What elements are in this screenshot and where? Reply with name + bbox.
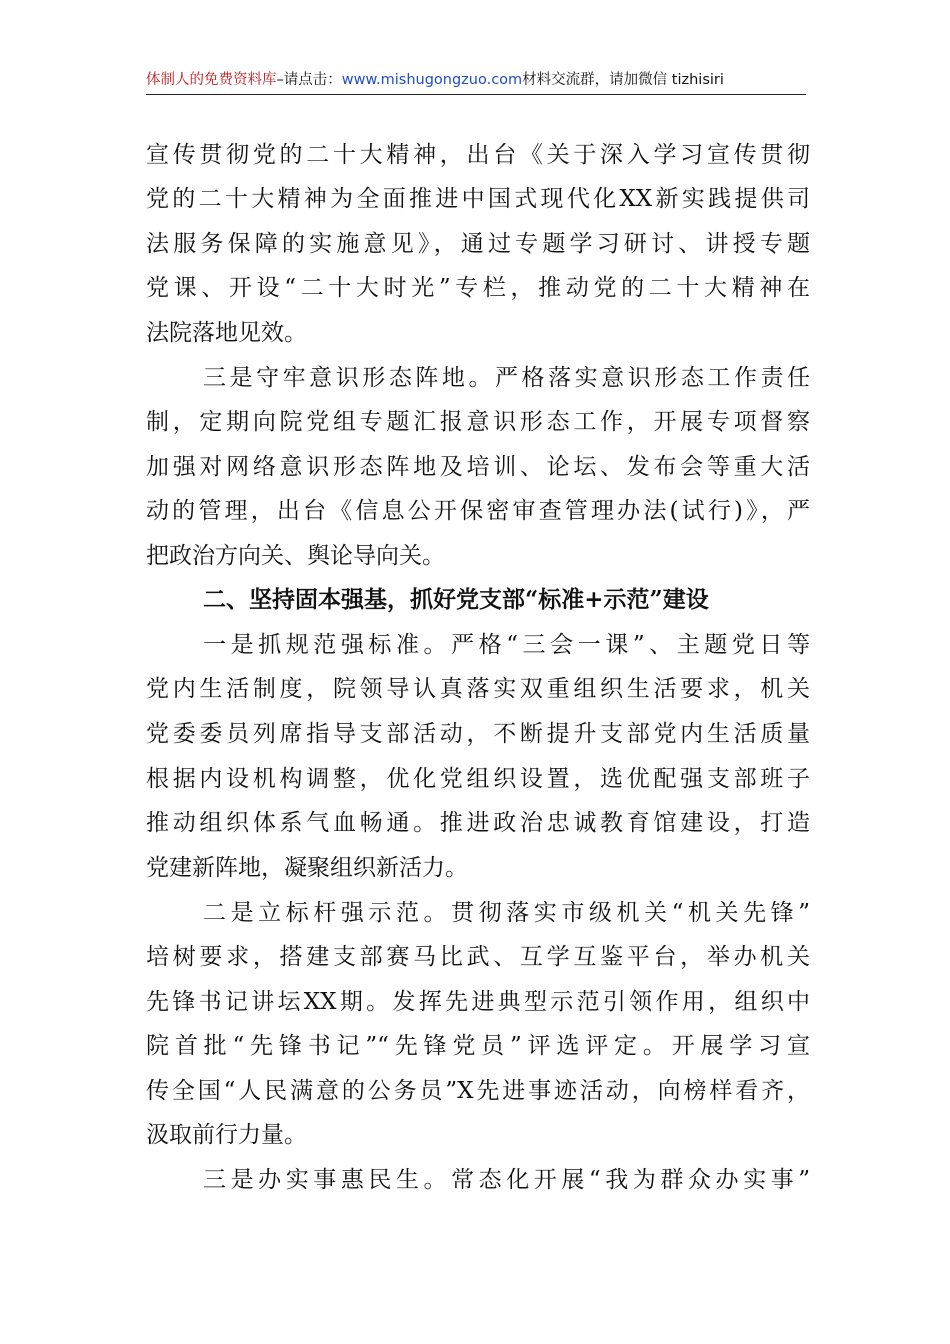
body-line: 传全国“人民满意的公务员”X先进事迹活动，向榜样看齐，: [146, 1078, 810, 1104]
body-line: 加强对网络意识形态阵地及培训、论坛、发布会等重大活: [146, 454, 810, 480]
body-line: 一是抓规范强标准。严格“三会一课”、主题党日等: [203, 632, 810, 658]
body-line: 法院落地见效。: [146, 320, 307, 346]
body-line: 院首批“先锋书记”“先锋党员”评选评定。开展学习宣: [146, 1033, 810, 1059]
header-url-link[interactable]: www.mishugongzuo.com: [341, 72, 523, 88]
body-line: 三是办实事惠民生。常态化开展“我为群众办实事”: [203, 1167, 810, 1193]
body-line: 动的管理，出台《信息公开保密审查管理办法(试行)》，严: [146, 498, 810, 524]
body-line: 培树要求，搭建支部赛马比武、互学互鉴平台，举办机关: [146, 944, 810, 970]
body-line: 二是立标杆强示范。贯彻落实市级机关“机关先锋”: [203, 900, 810, 926]
body-line: 党课、开设“二十大时光”专栏，推动党的二十大精神在: [146, 275, 810, 301]
body-line: 根据内设机构调整，优化党组织设置，选优配强支部班子: [146, 766, 810, 792]
body-line: 党内生活制度，院领导认真落实双重组织生活要求，机关: [146, 676, 810, 702]
header-prefix: –请点击：: [276, 72, 342, 88]
body-line: 法服务保障的实施意见》，通过专题学习研讨、讲授专题: [146, 231, 810, 257]
section-heading: 二、坚持固本强基，抓好党支部“标准+示范”建设: [203, 586, 709, 613]
body-line: 党委委员列席指导支部活动，不断提升支部党内生活质量: [146, 721, 810, 747]
header-suffix: 材料交流群，请加微信 tizhisiri: [522, 72, 724, 88]
body-line: 把政治方向关、舆论导向关。: [146, 543, 445, 569]
header-divider: [146, 94, 806, 95]
body-line: 三是守牢意识形态阵地。严格落实意识形态工作责任: [203, 365, 810, 391]
page-header: [146, 70, 806, 90]
body-line: 宣传贯彻党的二十大精神，出台《关于深入学习宣传贯彻: [146, 142, 810, 168]
body-line: 推动组织体系气血畅通。推进政治忠诚教育馆建设，打造: [146, 810, 810, 836]
body-line: 党的二十大精神为全面推进中国式现代化XX新实践提供司: [146, 186, 810, 212]
body-line: 汲取前行力量。: [146, 1122, 307, 1148]
header-brand[interactable]: 体制人的免费资料库: [146, 72, 277, 88]
body-line: 制，定期向院党组专题汇报意识形态工作，开展专项督察: [146, 409, 810, 435]
body-line: 先锋书记讲坛XX期。发挥先进典型示范引领作用，组织中: [146, 989, 810, 1015]
body-line: 党建新阵地，凝聚组织新活力。: [146, 855, 468, 881]
